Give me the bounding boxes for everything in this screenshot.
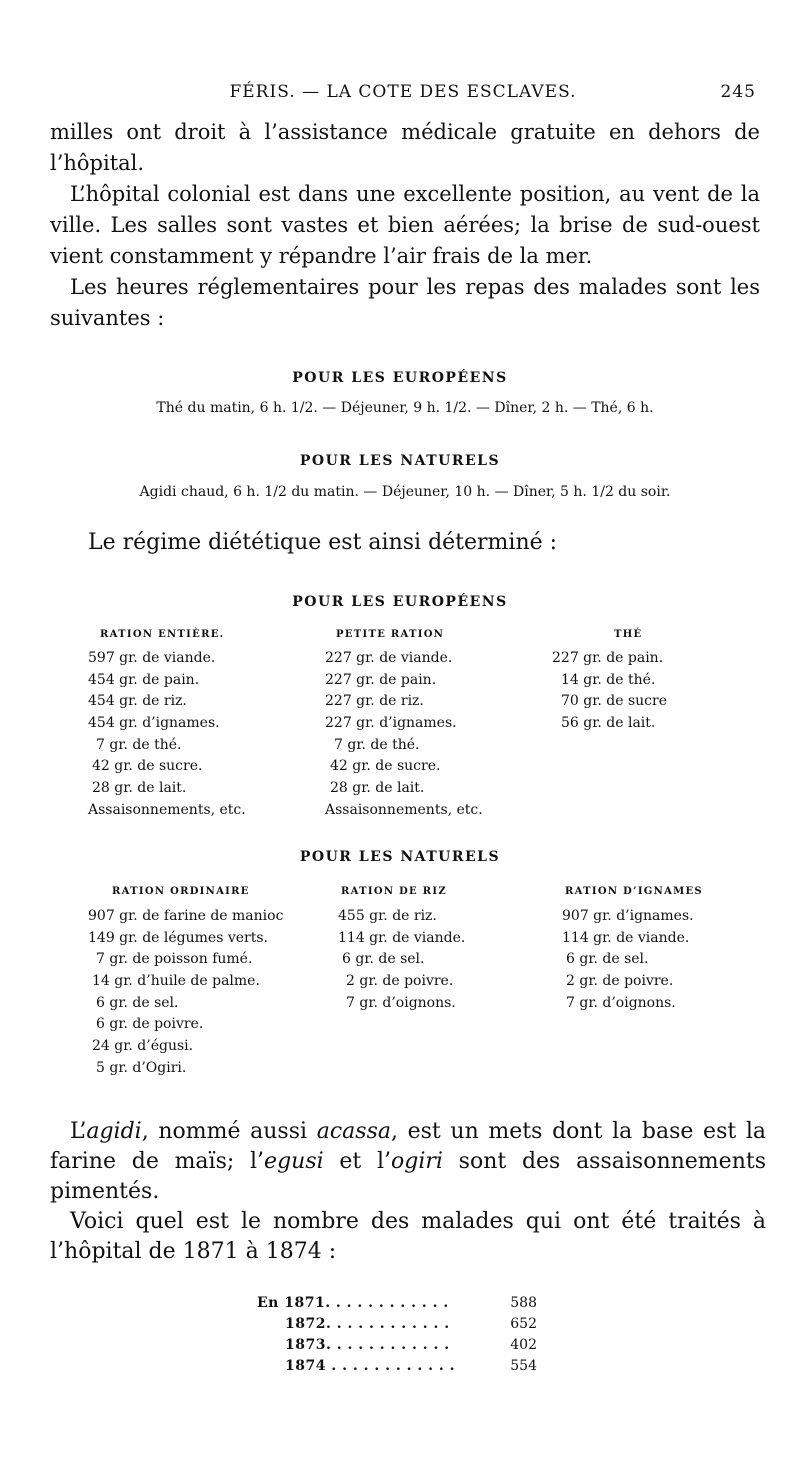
year-label: En 1871. . . . . . . . . . . . bbox=[257, 1295, 449, 1311]
intro-text bbox=[50, 117, 760, 334]
running-head-title: FÉRIS. — LA COTE DES ESCLAVES. bbox=[229, 82, 577, 102]
intro-paragraph: Les heures réglementaires pour les repas des malades sont les suivantes : bbox=[50, 275, 760, 330]
list-item: 42 gr. de sucre. bbox=[92, 758, 203, 775]
list-item: 227 gr. de riz. bbox=[325, 693, 424, 710]
closing-text bbox=[50, 1117, 766, 1267]
text-run: L’ bbox=[70, 1119, 87, 1144]
year-label: 1872. . . . . . . . . . . . bbox=[285, 1316, 450, 1332]
text-run: , est un mets dont la base est la farine de maïs; l’ bbox=[50, 1119, 767, 1174]
list-item: 7 gr. d’oignons. bbox=[346, 994, 456, 1011]
list-item: 6 gr. de sel. bbox=[342, 951, 425, 968]
year-label: 1873. . . . . . . . . . . . bbox=[285, 1337, 450, 1353]
list-item: 454 gr. de pain. bbox=[88, 671, 200, 688]
intro-paragraph: milles ont droit à l’assistance médicale gratuite en dehors de l’hôpital. bbox=[50, 120, 760, 175]
text-run: sont des assaisonnements pimentés. bbox=[50, 1149, 766, 1204]
list-item: 149 gr. de légumes verts. bbox=[88, 929, 268, 946]
diet-intro: Le régime diététique est ainsi déterminé : bbox=[88, 530, 558, 555]
list-item: 6 gr. de sel. bbox=[96, 994, 179, 1011]
list-item: 14 gr. d’huile de palme. bbox=[92, 973, 260, 990]
list-item: 2 gr. de poivre. bbox=[566, 973, 674, 990]
italic-term: ogiri bbox=[391, 1149, 443, 1174]
meal-hours-europeans-heading: POUR LES EUROPÉENS bbox=[292, 370, 508, 386]
list-item: 5 gr. d’Ogiri. bbox=[96, 1059, 187, 1076]
page-number: 245 bbox=[720, 82, 756, 102]
list-item: 907 gr. de farine de manioc bbox=[88, 908, 284, 924]
list-item: 6 gr. de sel. bbox=[566, 951, 649, 968]
diet-natives-heading: POUR LES NATURELS bbox=[299, 849, 501, 865]
list-item: 227 gr. de pain. bbox=[325, 671, 437, 688]
meal-hours-natives-line: Agidi chaud, 6 h. 1/2 du matin. — Déjeuner, 10 h. — Dîner, 5 h. 1/2 du soir. bbox=[139, 484, 671, 500]
patient-count: 402 bbox=[510, 1337, 537, 1353]
list-item: 114 gr. de viande. bbox=[562, 929, 690, 946]
text-run: , nommé aussi bbox=[141, 1119, 317, 1144]
list-item: 70 gr. de sucre bbox=[561, 693, 667, 710]
ration-entiere-list bbox=[88, 648, 246, 822]
list-item: 7 gr. de thé. bbox=[96, 736, 182, 753]
italic-term: agidi bbox=[86, 1119, 142, 1144]
list-item: 114 gr. de viande. bbox=[338, 929, 466, 946]
list-item: 28 gr. de lait. bbox=[330, 780, 425, 797]
patients-by-year bbox=[257, 1293, 537, 1377]
column-title: RATION ORDINAIRE bbox=[112, 886, 250, 897]
patient-count: 652 bbox=[510, 1316, 537, 1332]
list-item: 7 gr. de thé. bbox=[334, 736, 420, 753]
list-item: 14 gr. de thé. bbox=[561, 671, 656, 688]
list-item: 227 gr. de pain. bbox=[552, 650, 664, 666]
column-title: RATION DE RIZ bbox=[341, 886, 447, 897]
list-item: 227 gr. de viande. bbox=[325, 650, 453, 666]
closing-paragraph: Voici quel est le nombre des malades qui ont été traités à l’hôpital de 1871 à 1874 : bbox=[50, 1209, 766, 1264]
list-item: 56 gr. de lait. bbox=[561, 715, 656, 732]
patient-count: 588 bbox=[510, 1295, 537, 1311]
running-head bbox=[50, 82, 756, 106]
meal-hours-europeans-line: Thé du matin, 6 h. 1/2. — Déjeuner, 9 h. 1/2. — Dîner, 2 h. — Thé, 6 h. bbox=[156, 400, 654, 416]
list-item: 454 gr. de riz. bbox=[88, 693, 187, 710]
ration-d-ignames-list bbox=[562, 906, 694, 1014]
list-item: Assaisonnements, etc. bbox=[88, 801, 246, 818]
ration-de-riz-list bbox=[338, 906, 465, 1014]
petite-ration-list bbox=[325, 648, 483, 822]
list-item: 28 gr. de lait. bbox=[92, 780, 187, 797]
the-ration-list bbox=[552, 648, 667, 735]
list-item: 6 gr. de poivre. bbox=[96, 1016, 204, 1033]
list-item: 42 gr. de sucre. bbox=[330, 758, 441, 775]
list-item: 7 gr. de poisson fumé. bbox=[96, 951, 253, 968]
list-item: 907 gr. d’ignames. bbox=[562, 908, 694, 924]
list-item: Assaisonnements, etc. bbox=[325, 801, 483, 818]
year-row bbox=[257, 1293, 537, 1314]
list-item: 455 gr. de riz. bbox=[338, 908, 437, 924]
intro-paragraph: L’hôpital colonial est dans une excellente position, au vent de la ville. Les salles sont vastes et bien aérées; la brise de sud-ouest vient constamment y répandre l’air frais de la mer. bbox=[50, 182, 760, 268]
text-run: et l’ bbox=[323, 1149, 392, 1174]
patient-count: 554 bbox=[510, 1358, 537, 1374]
list-item: 7 gr. d’oignons. bbox=[566, 994, 676, 1011]
year-row bbox=[257, 1314, 537, 1335]
year-label: 1874 . . . . . . . . . . . . bbox=[285, 1358, 455, 1374]
ration-ordinaire-list bbox=[88, 906, 283, 1080]
list-item: 24 gr. d’égusi. bbox=[92, 1038, 194, 1055]
column-title: RATION ENTIÈRE. bbox=[100, 629, 225, 640]
closing-paragraph bbox=[50, 1117, 766, 1207]
meal-hours-natives-heading: POUR LES NATURELS bbox=[299, 453, 501, 469]
year-row bbox=[257, 1356, 537, 1377]
column-title: THÉ bbox=[614, 629, 643, 640]
italic-term: egusi bbox=[264, 1149, 324, 1174]
column-title: PETITE RATION bbox=[336, 629, 445, 640]
list-item: 454 gr. d’ignames. bbox=[88, 715, 220, 732]
list-item: 227 gr. d’ignames. bbox=[325, 715, 457, 732]
list-item: 2 gr. de poivre. bbox=[346, 973, 454, 990]
column-title: RATION D’IGNAMES bbox=[565, 886, 703, 897]
list-item: 597 gr. de viande. bbox=[88, 650, 216, 666]
italic-term: acassa bbox=[316, 1119, 391, 1144]
year-row bbox=[257, 1335, 537, 1356]
diet-europeans-heading: POUR LES EUROPÉENS bbox=[292, 594, 508, 610]
